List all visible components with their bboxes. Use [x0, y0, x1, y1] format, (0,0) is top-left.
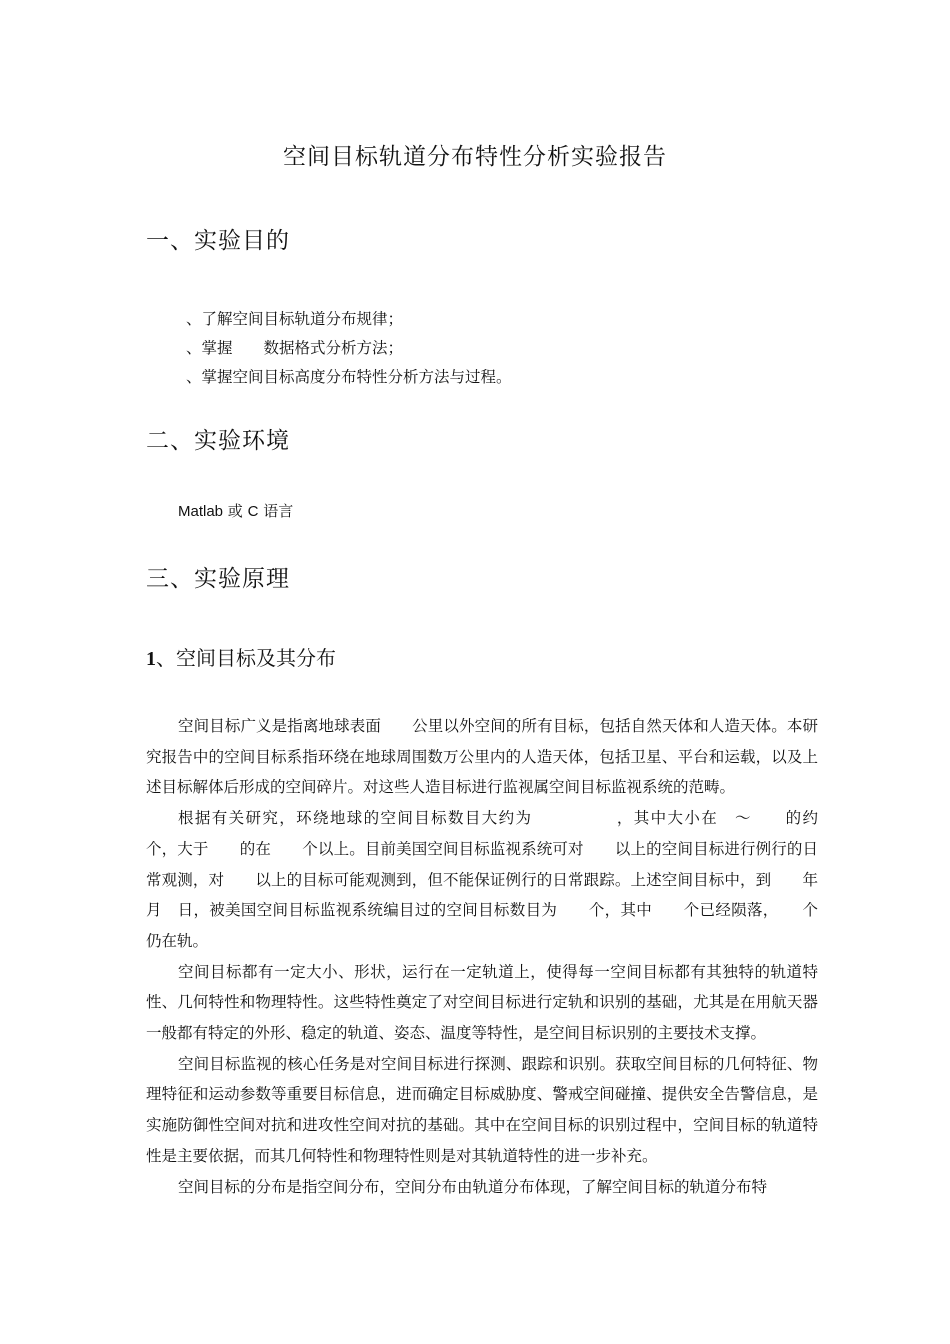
section-heading-purpose: 一、实验目的: [146, 228, 290, 254]
section-heading-environment: 二、实验环境: [146, 428, 290, 454]
document-title: 空间目标轨道分布特性分析实验报告: [283, 144, 667, 170]
subsection-number: 1: [146, 648, 156, 670]
purpose-item-3: 、掌握空间目标高度分布特性分析方法与过程。: [186, 368, 512, 386]
paragraph: 空间目标都有一定大小、形状，运行在一定轨道上，使得每一空间目标都有其独特的轨道特性、几何特性和物理特性。这些特性奠定了对空间目标进行定轨和识别的基础，尤其是在用航天器一般都有特定的外形、稳定的轨道、姿态、温度等特性，是空间目标识别的主要技术支撑。: [146, 962, 818, 1043]
section-heading-principle: 三、实验原理: [146, 566, 290, 592]
env-c: C: [247, 503, 259, 520]
subsection-heading: [146, 642, 336, 671]
environment-text: [178, 500, 293, 521]
paragraph: 根据有关研究，环绕地球的空间目标数目大约为 ，其中大小在 ～ 的约 个，大于 的在 个以上。目前美国空间目标监视系统可对 以上的空间目标进行例行的日常观测，对 以上的目标可能观测到，但不能保证例行的日常跟踪。上述空间目标中，到 年 月 日，被美国空间目标监视系统编目过的空间目标数目为 个，其中 个已经陨落， 个仍在轨。: [146, 809, 865, 950]
env-language: 语言: [258, 502, 294, 520]
paragraph: 空间目标广义是指离地球表面 公里以外空间的所有目标，包括自然天体和人造天体。本研究报告中的空间目标系指环绕在地球周围数万公里内的人造天体，包括卫星、平台和运载，以及上述目标解体后形成的空间碎片。对这些人造目标进行监视属空间目标监视系统的范畴。: [146, 717, 818, 797]
principle-body: [146, 711, 865, 1202]
subsection-title: 、空间目标及其分布: [156, 646, 336, 670]
paragraph: 空间目标监视的核心任务是对空间目标进行探测、跟踪和识别。获取空间目标的几何特征、物理特征和运动参数等重要目标信息，进而确定目标威胁度、警戒空间碰撞、提供安全告警信息，是实施防御性空间对抗和进攻性空间对抗的基础。其中在空间目标的识别过程中，空间目标的轨道特性是主要依据，而其几何特性和物理特性则是对其轨道特性的进一步补充。: [146, 1054, 818, 1165]
purpose-item-2: 、掌握 数据格式分析方法；: [186, 339, 404, 357]
purpose-item-1: 、了解空间目标轨道分布规律；: [186, 310, 404, 328]
env-or: 或: [223, 502, 248, 520]
env-matlab: Matlab: [178, 503, 224, 520]
paragraph: 空间目标的分布是指空间分布，空间分布由轨道分布体现，了解空间目标的轨道分布特: [178, 1177, 768, 1196]
